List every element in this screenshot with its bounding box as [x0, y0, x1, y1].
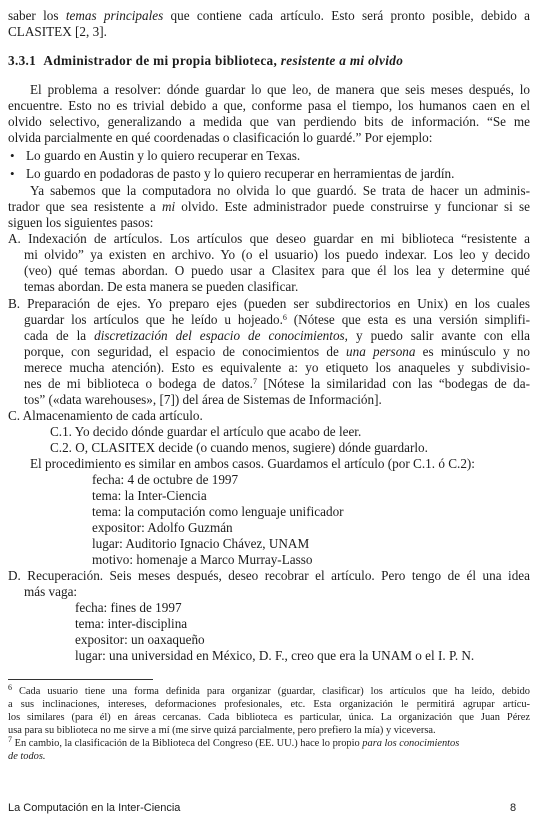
p2-line-1: Ya sabemos que la computadora no olvida lo que guardó. Se trata de hacer un adminis-: [30, 183, 530, 198]
record-c-line-4: expositor: Adolfo Guzmán: [92, 520, 233, 535]
item-d-line-2: más vaga:: [24, 584, 78, 599]
footnote-7-line-1: $^7$ En cambio, la clasificación de la Biblioteca del Congreso (EE. UU.) hace lo propio para los conocimientos: [8, 735, 460, 749]
record-c-line-2: tema: la Inter-Ciencia: [92, 488, 207, 503]
item-b-line-7: tos” («data warehouses», [7]) del área de Sistemas de Información].: [24, 392, 382, 407]
item-c2: C.2. O, CLASITEX decide (o cuando menos, sugiere) dónde guardarlo.: [50, 440, 428, 455]
bullet-icon: •: [10, 148, 15, 163]
intro-line-2: CLASITEX [2, 3].: [8, 24, 107, 39]
footnote-7-line-2: de todos.: [8, 751, 46, 762]
footnote-divider: [8, 679, 153, 680]
p2-line-3: siguen los siguientes pasos:: [8, 215, 154, 230]
item-d-line-1: D. Recuperación. Seis meses después, deseo recobrar el artículo. Pero tengo de él una idea: [8, 568, 530, 583]
item-c-heading: C. Almacenamiento de cada artículo.: [8, 408, 203, 423]
record-c-line-5: lugar: Auditorio Ignacio Chávez, UNAM: [92, 536, 310, 551]
p1-line-3: olvido selectivo, generalizando a medida que van perdiendo bits de información. “Se me: [8, 114, 530, 129]
record-c-line-1: fecha: 4 de octubre de 1997: [92, 472, 239, 487]
item-b-line-2: guardar los artículos que he leído u hojeado.$^6$ (Nótese que esta es una versión simplifi-: [24, 312, 531, 327]
item-b-line-3: cada de la discretización del espacio de conocimientos, y puedo salir avante con ella: [24, 328, 531, 343]
record-d-line-1: fecha: fines de 1997: [75, 600, 182, 615]
item-a-line-3: (veo) qué temas abordan. O puedo usar a Clasitex para que él los lea y determine qué: [24, 263, 530, 278]
item-b-line-4: porque, con seguridad, el espacio de conocimientos de una persona es minúsculo y no: [24, 344, 530, 359]
item-c-procedure: El procedimiento es similar en ambos casos. Guardamos el artículo (por C.1. ó C.2):: [30, 456, 475, 471]
footnote-6-line-4: usa para su biblioteca no me sirve a mí (me sirve quizá parcialmente, pero prefiero la mía) y viceversa.: [8, 725, 436, 736]
record-c-line-6: motivo: homenaje a Marco Murray-Lasso: [92, 552, 313, 567]
p2-line-2: trador que sea resistente a mi olvido. Este administrador puede construirse y funcionar si se: [8, 199, 530, 214]
item-c1: C.1. Yo decido dónde guardar el artículo que acabo de leer.: [50, 424, 362, 439]
item-b-line-1: B. Preparación de ejes. Yo preparo ejes (pueden ser subdirectorios en Unix) en los cuales: [8, 296, 530, 311]
p1-line-4: olvida parcialmente en qué coordenadas o clasificación lo guardé.” Por ejemplo:: [8, 130, 433, 145]
intro-line-1: saber los temas principales que contiene cada artículo. Esto será pronto posible, debido a: [8, 8, 530, 23]
record-c-line-3: tema: la computación como lenguaje unificador: [92, 504, 344, 519]
record-d-line-2: tema: inter-disciplina: [75, 616, 188, 631]
footer-title: La Computación en la Inter-Ciencia: [8, 802, 181, 814]
item-a-line-4: temas abordan. De esta manera se pueden clasificar.: [24, 279, 299, 294]
p1-line-1: El problema a resolver: dónde guardar lo que leo, de manera que seis meses después, lo: [30, 82, 530, 97]
item-b-line-5: merece mucha atención). Esto es equivalente a: yo etiqueto los anaqueles y subdivisio-: [24, 360, 530, 375]
footnote-6-line-1: $^6$ Cada usuario tiene una forma definida para organizar (guardar, clasificar) los artículos que ha leído, debido: [8, 683, 530, 697]
item-b-line-6: nes de mi biblioteca o bodega de datos.$^7$ [Nótese la similaridad con las “bodegas de da-: [24, 376, 530, 391]
bullet-item-2: Lo guardo en podadoras de pasto y lo quiero recuperar en herramientas de jardín.: [26, 166, 455, 181]
p1-line-2: encuentre. Esto no es trivial debido a que, conforme pasa el tiempo, los humanos caen en el: [8, 98, 530, 113]
item-a-line-2: mi olvido” ya existen en archivo. Yo (o el usuario) los puedo indexar. Los leo y decido: [24, 247, 530, 262]
item-a-line-1: A. Indexación de artículos. Los artículos que deseo guardar en mi biblioteca “resistente a: [8, 231, 530, 246]
record-d-line-3: expositor: un oaxaqueño: [75, 632, 205, 647]
footnote-6-line-3: los similares (para él) en áreas cercanas. Cada biblioteca es particular, única. La organización que Juan Pérez: [8, 712, 530, 723]
footnote-6-line-2: a sus inclinaciones, intereses, deformaciones profesionales, etc. Esta organización le permitirá agrupar artícu-: [8, 699, 530, 710]
bullet-icon: •: [10, 166, 15, 181]
section-heading: 3.3.1 Administrador de mi propia biblioteca, resistente a mi olvido: [8, 53, 404, 68]
page-number: 8: [510, 802, 517, 814]
bullet-item-1: Lo guardo en Austin y lo quiero recuperar en Texas.: [26, 148, 301, 163]
record-d-line-4: lugar: una universidad en México, D. F., creo que era la UNAM o el I. P. N.: [75, 648, 475, 663]
